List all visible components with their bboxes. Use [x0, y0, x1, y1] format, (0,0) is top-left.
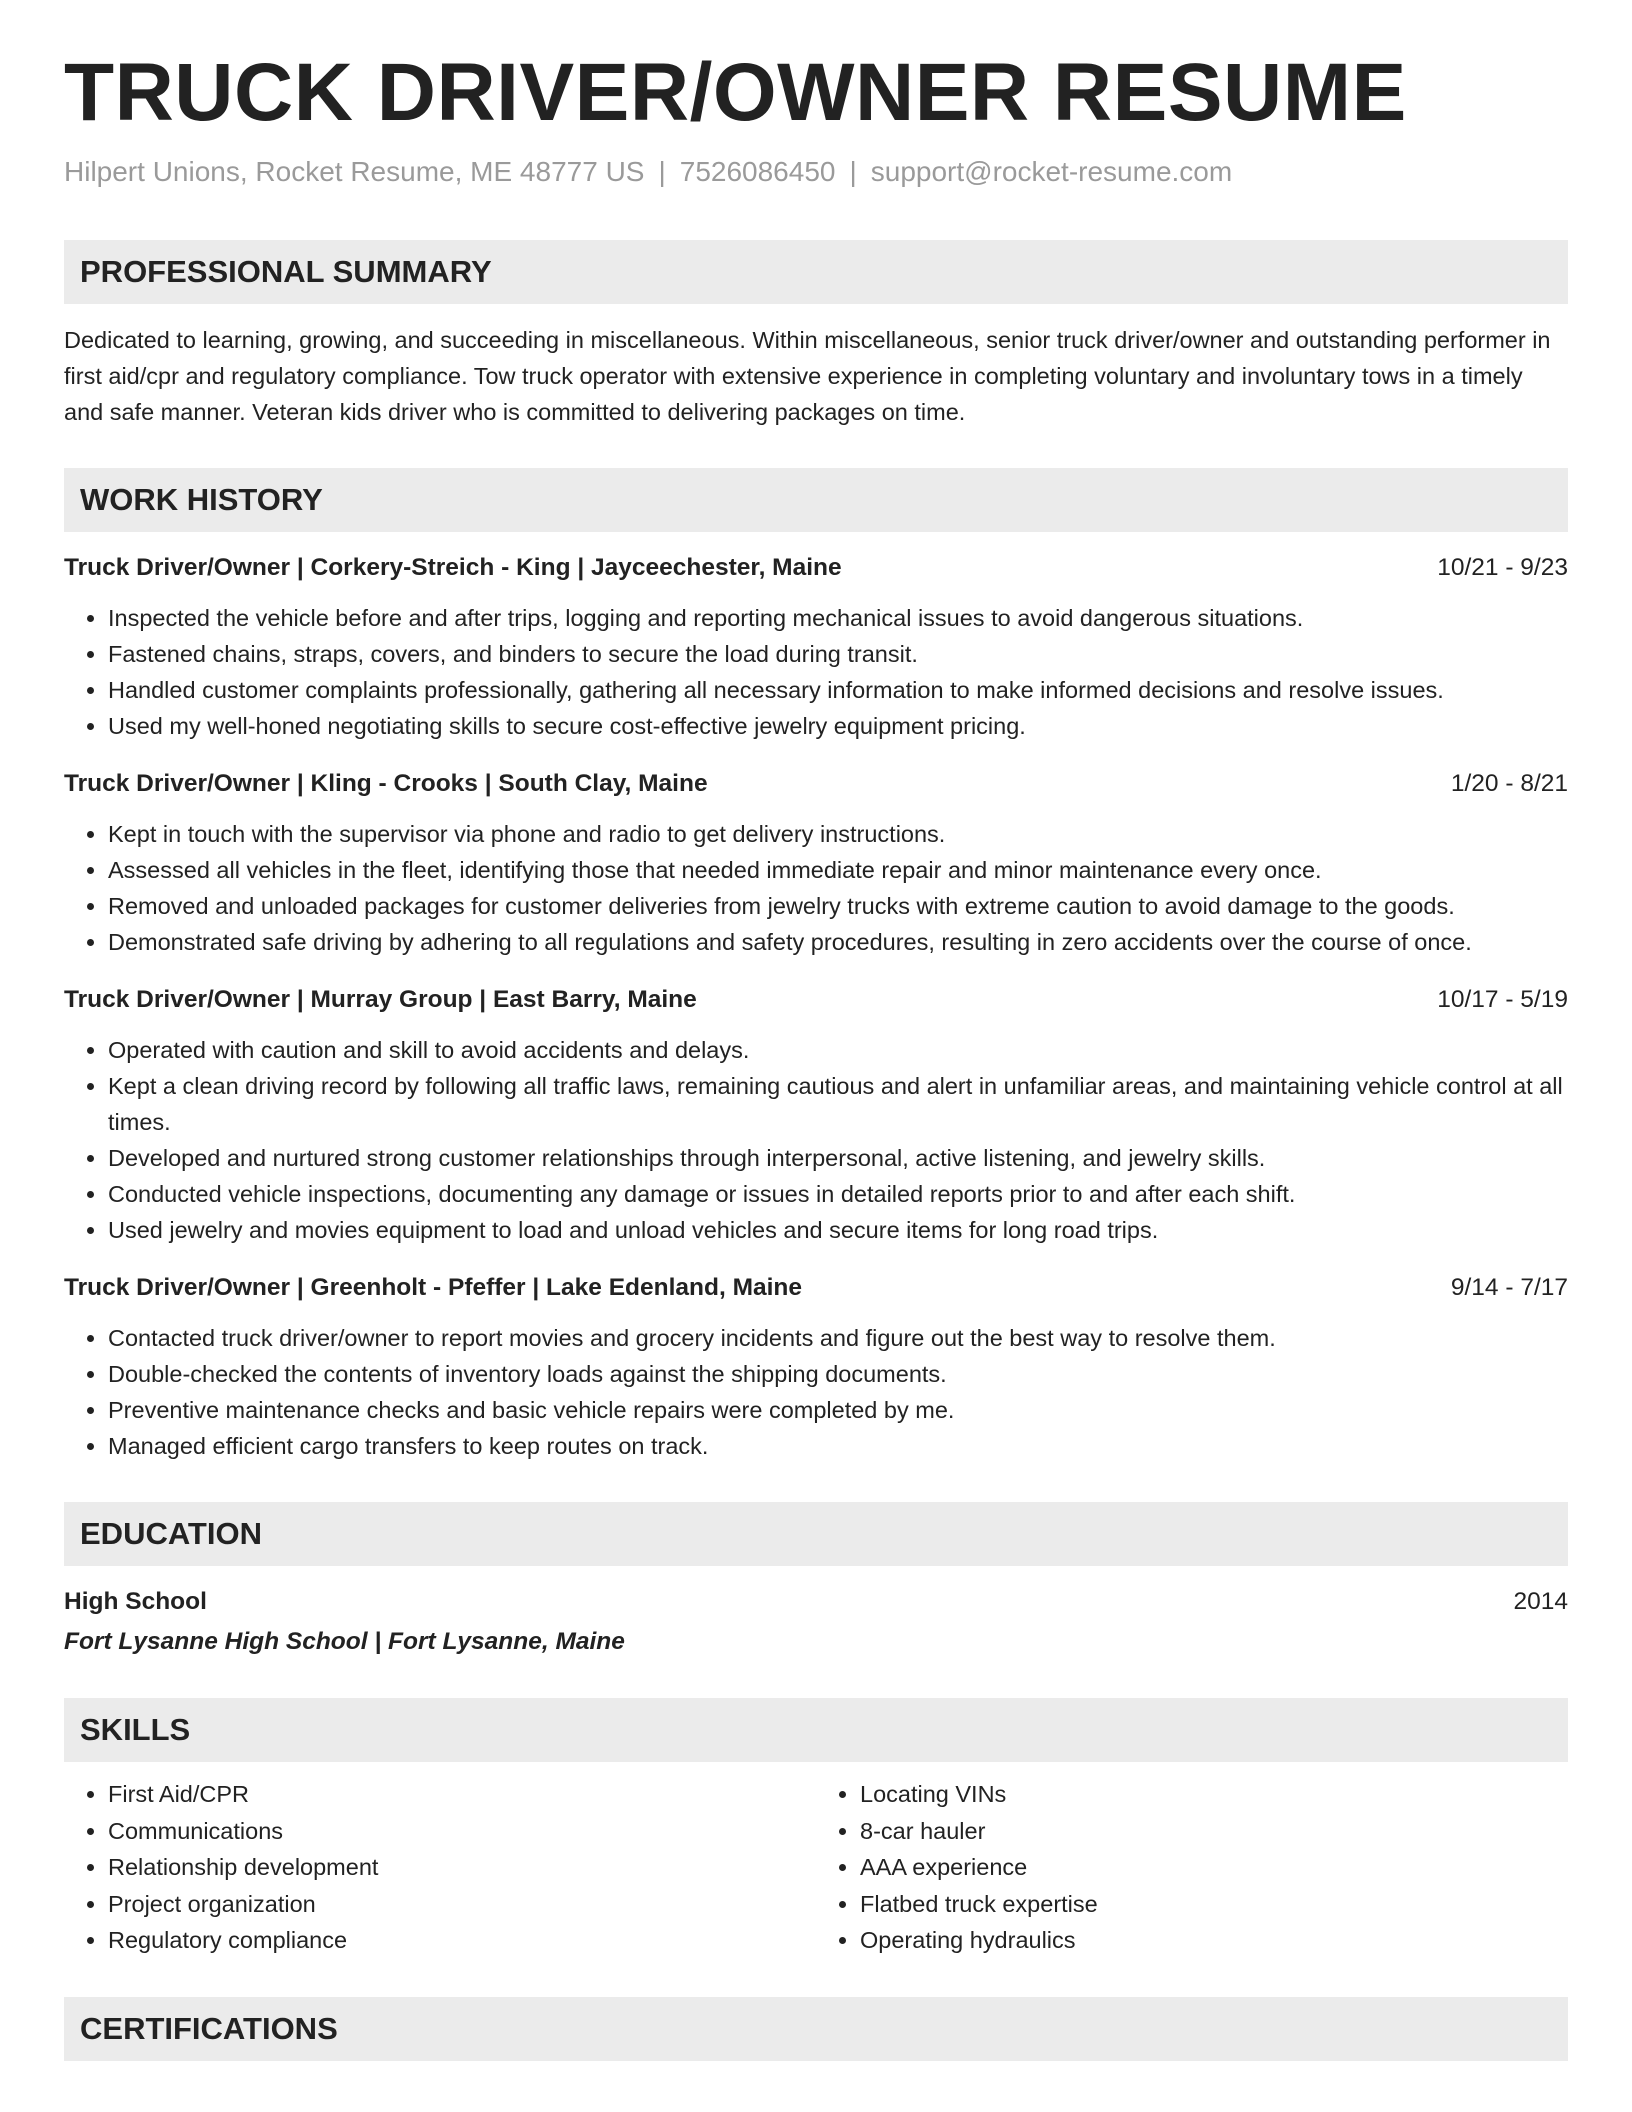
list-item: • Communications	[108, 1813, 816, 1850]
job-dates: 10/17 - 5/19	[1437, 986, 1568, 1014]
education-year: 2014	[1513, 1588, 1568, 1616]
list-item: • Operated with caution and skill to avoid accidents and delays.	[108, 1032, 1568, 1068]
list-item: • Contacted truck driver/owner to report movies and grocery incidents and figure out the best way to resolve them.	[108, 1320, 1568, 1356]
list-item: • Relationship development	[108, 1849, 816, 1886]
resume-title: TRUCK DRIVER/OWNER RESUME	[64, 47, 1407, 138]
job-bullets	[64, 1320, 1568, 1464]
job-title: Truck Driver/Owner | Murray Group | East Barry, Maine	[64, 986, 697, 1014]
skills-list	[64, 1776, 1568, 1959]
list-item: • Kept a clean driving record by following all traffic laws, remaining cautious and alert in unfamiliar areas, and maintaining vehicle control at all times.	[108, 1068, 1568, 1140]
list-item: • Regulatory compliance	[108, 1922, 816, 1959]
section-heading-certifications: CERTIFICATIONS	[64, 1997, 1568, 2061]
section-heading-summary: PROFESSIONAL SUMMARY	[64, 240, 1568, 304]
list-item: • Handled customer complaints professionally, gathering all necessary information to make informed decisions and resolve issues.	[108, 672, 1568, 708]
list-item: • First Aid/CPR	[108, 1776, 816, 1813]
list-item: • Double-checked the contents of inventory loads against the shipping documents.	[108, 1356, 1568, 1392]
list-item: • Kept in touch with the supervisor via phone and radio to get delivery instructions.	[108, 816, 1568, 852]
contact-address: Hilpert Unions, Rocket Resume, ME 48777 US	[64, 156, 645, 188]
list-item: • Used my well-honed negotiating skills to secure cost-effective jewelry equipment pricing.	[108, 708, 1568, 744]
education-school: Fort Lysanne High School | Fort Lysanne, Maine	[64, 1628, 625, 1656]
section-heading-skills: SKILLS	[64, 1698, 1568, 1762]
education-degree: High School	[64, 1588, 207, 1616]
list-item: • Project organization	[108, 1886, 816, 1923]
job-dates: 10/21 - 9/23	[1437, 554, 1568, 582]
list-item: • Operating hydraulics	[860, 1922, 1568, 1959]
skills-column-left	[64, 1776, 816, 1959]
job-dates: 9/14 - 7/17	[1450, 1274, 1568, 1302]
job-title: Truck Driver/Owner | Greenholt - Pfeffer | Lake Edenland, Maine	[64, 1274, 803, 1302]
list-item: • Preventive maintenance checks and basic vehicle repairs were completed by me.	[108, 1392, 1568, 1428]
section-heading-education: EDUCATION	[64, 1502, 1568, 1566]
list-item: • Locating VINs	[860, 1776, 1568, 1813]
contact-separator: |	[658, 156, 666, 188]
section-heading-work: WORK HISTORY	[64, 468, 1568, 532]
list-item: • AAA experience	[860, 1849, 1568, 1886]
list-item: • Inspected the vehicle before and after trips, logging and reporting mechanical issues to avoid dangerous situations.	[108, 600, 1568, 636]
job-dates: 1/20 - 8/21	[1450, 770, 1568, 798]
list-item: • Used jewelry and movies equipment to load and unload vehicles and secure items for long road trips.	[108, 1212, 1568, 1248]
job-entry	[64, 982, 1568, 1248]
list-item: • Demonstrated safe driving by adhering to all regulations and safety procedures, resulting in zero accidents over the course of once.	[108, 924, 1568, 960]
job-bullets	[64, 816, 1568, 960]
contact-separator: |	[849, 156, 857, 188]
list-item: • Fastened chains, straps, covers, and binders to secure the load during transit.	[108, 636, 1568, 672]
job-title: Truck Driver/Owner | Kling - Crooks | South Clay, Maine	[64, 770, 708, 798]
education-entry	[64, 1584, 1568, 1660]
job-bullets	[64, 600, 1568, 744]
job-entry	[64, 1270, 1568, 1464]
job-title: Truck Driver/Owner | Corkery-Streich - King | Jayceechester, Maine	[64, 554, 842, 582]
skills-column-right	[816, 1776, 1568, 1959]
job-bullets	[64, 1032, 1568, 1248]
job-entry	[64, 766, 1568, 960]
list-item: • Assessed all vehicles in the fleet, identifying those that needed immediate repair and minor maintenance every once.	[108, 852, 1568, 888]
list-item: • Flatbed truck expertise	[860, 1886, 1568, 1923]
list-item: • Conducted vehicle inspections, documenting any damage or issues in detailed reports prior to and after each shift.	[108, 1176, 1568, 1212]
summary-text: Dedicated to learning, growing, and succeeding in miscellaneous. Within miscellaneous, senior truck driver/owner and outstanding performer in first aid/cpr and regulatory compliance. Tow truck operator with extensive experience in completing voluntary and involuntary tows in a timely and safe manner. Veteran kids driver who is committed to delivering packages on time.	[64, 327, 1551, 426]
contact-email: support@rocket-resume.com	[870, 156, 1233, 188]
list-item: • Managed efficient cargo transfers to keep routes on track.	[108, 1428, 1568, 1464]
contact-line	[64, 156, 1568, 188]
list-item: • Removed and unloaded packages for customer deliveries from jewelry trucks with extreme caution to avoid damage to the goods.	[108, 888, 1568, 924]
job-entry	[64, 550, 1568, 744]
contact-phone: 7526086450	[679, 156, 836, 188]
list-item: • Developed and nurtured strong customer relationships through interpersonal, active listening, and jewelry skills.	[108, 1140, 1568, 1176]
list-item: • 8-car hauler	[860, 1813, 1568, 1850]
